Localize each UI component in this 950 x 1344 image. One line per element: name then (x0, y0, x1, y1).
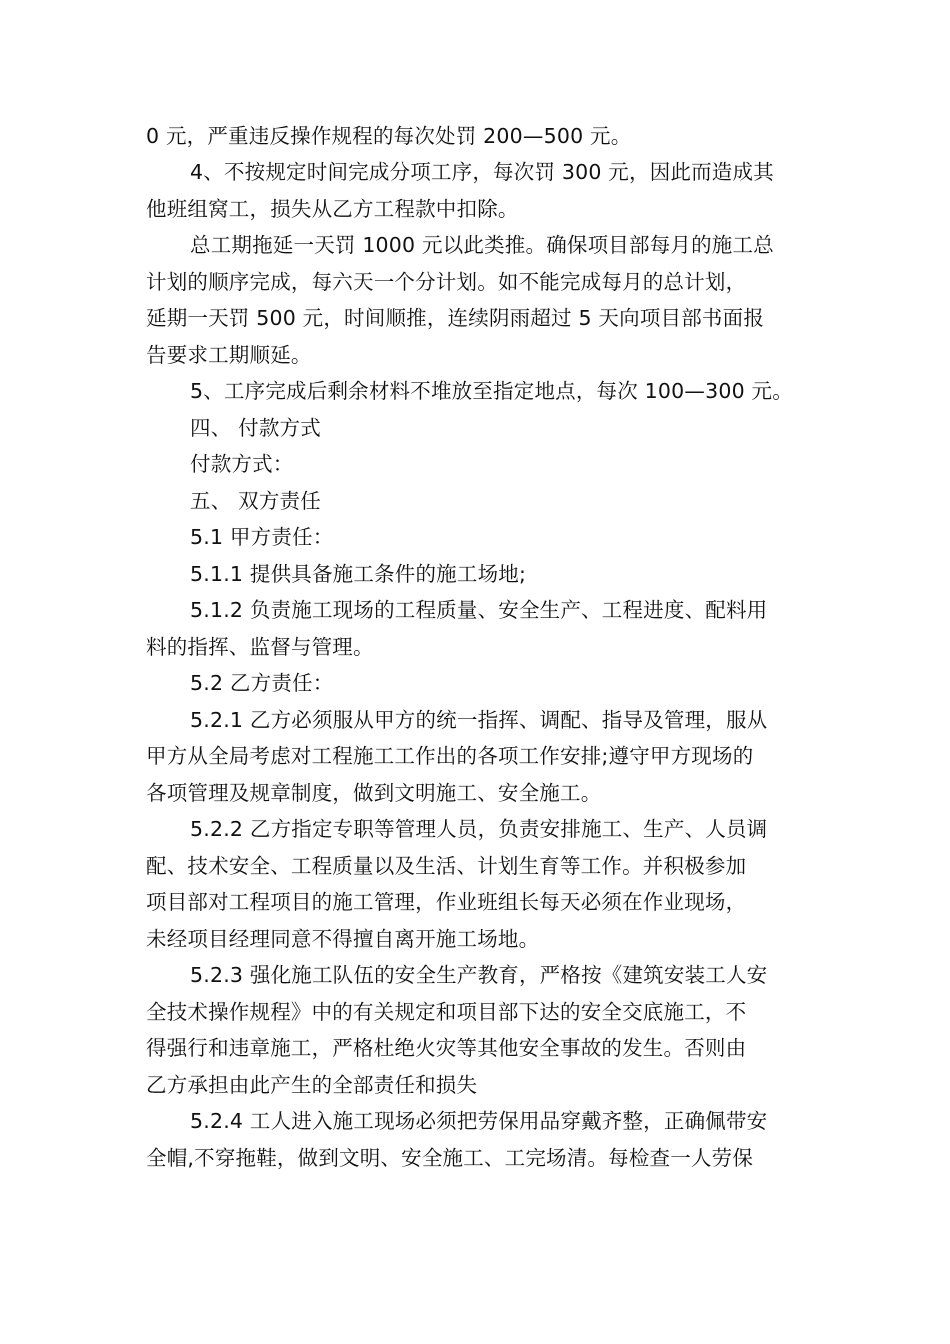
section-heading: 四、 付款方式 (190, 416, 321, 440)
text-line: 甲方从全局考虑对工程施工工作出的各项工作安排;遵守甲方现场的 (146, 744, 754, 768)
text-line: 付款方式： (190, 452, 294, 476)
text-line: 延期一天罚 500 元，时间顺推，连续阴雨超过 5 天向项目部书面报 (146, 306, 765, 330)
text-line: 4、不按规定时间完成分项工序，每次罚 300 元，因此而造成其 (190, 160, 774, 184)
text-line: 全帽,不穿拖鞋，做到文明、安全施工、工完场清。每检查一人劳保 (146, 1146, 754, 1170)
text-line: 5.2.1 乙方必须服从甲方的统一指挥、调配、指导及管理，服从 (190, 708, 768, 732)
text-line: 得强行和违章施工，严格杜绝火灾等其他安全事故的发生。否则由 (146, 1036, 747, 1060)
text-line: 5.1.1 提供具备施工条件的施工场地; (190, 562, 527, 586)
text-line: 乙方承担由此产生的全部责任和损失 (146, 1073, 478, 1097)
subsection-heading: 5.2 乙方责任： (190, 671, 334, 695)
text-line: 5.1.2 负责施工现场的工程质量、安全生产、工程进度、配料用 (190, 598, 768, 622)
text-line: 5.2.4 工人进入施工现场必须把劳保用品穿戴齐整，正确佩带安 (190, 1109, 768, 1133)
text-line: 配、技术安全、工程质量以及生活、计划生育等工作。并积极参加 (146, 854, 747, 878)
text-line: 项目部对工程项目的施工管理，作业班组长每天必须在作业现场， (146, 890, 747, 914)
text-line: 总工期拖延一天罚 1000 元以此类推。确保项目部每月的施工总 (190, 233, 774, 257)
text-line: 5.2.3 强化施工队伍的安全生产教育，严格按《建筑安装工人安 (190, 963, 768, 987)
text-line: 料的指挥、监督与管理。 (146, 635, 374, 659)
text-line: 他班组窝工，损失从乙方工程款中扣除。 (146, 197, 519, 221)
text-line: 5、工序完成后剩余材料不堆放至指定地点，每次 100—300 元。 (190, 379, 793, 403)
text-line: 未经项目经理同意不得擅自离开施工场地。 (146, 927, 540, 951)
text-line: 5.2.2 乙方指定专职等管理人员，负责安排施工、生产、人员调 (190, 817, 768, 841)
text-line: 全技术操作规程》中的有关规定和项目部下达的安全交底施工，不 (146, 1000, 747, 1024)
text-line: 0 元，严重违反操作规程的每次处罚 200—500 元。 (146, 124, 632, 148)
section-heading: 五、 双方责任 (190, 489, 321, 513)
subsection-heading: 5.1 甲方责任： (190, 525, 334, 549)
text-line: 告要求工期顺延。 (146, 343, 312, 367)
text-line: 各项管理及规章制度，做到文明施工、安全施工。 (146, 781, 602, 805)
text-line: 计划的顺序完成，每六天一个分计划。如不能完成每月的总计划， (146, 270, 747, 294)
